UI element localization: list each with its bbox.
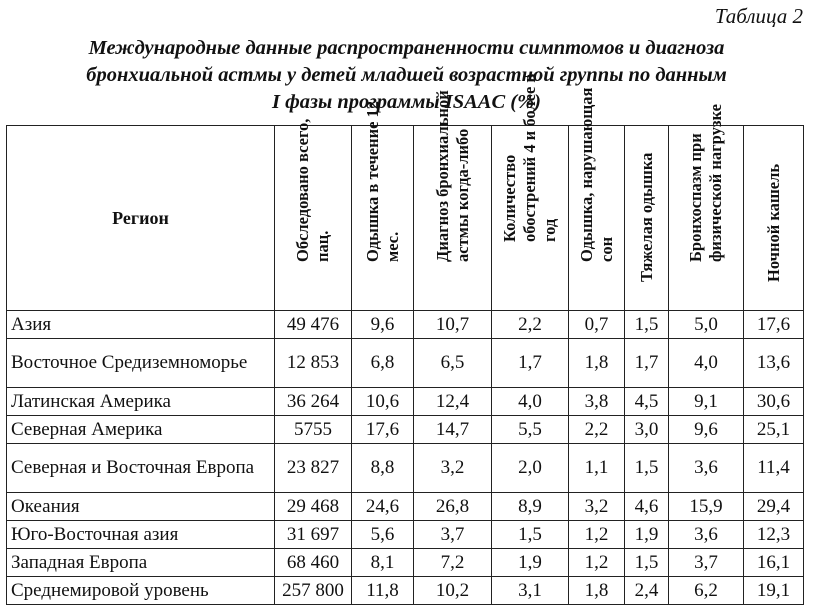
header-column xyxy=(275,118,352,311)
value-cell: 12 853 xyxy=(275,339,352,388)
header-region: Регион xyxy=(7,126,275,311)
header-column xyxy=(625,126,669,311)
header-text: Бронхоспазм при физической нагрузке xyxy=(686,104,725,262)
value-cell: 3,7 xyxy=(414,521,492,549)
header-row xyxy=(7,126,804,311)
region-cell: Северная Америка xyxy=(7,416,275,444)
value-cell: 10,2 xyxy=(414,577,492,605)
table-row xyxy=(7,444,804,493)
value-cell: 3,1 xyxy=(492,577,569,605)
header-text: Ночной кашель xyxy=(763,163,783,282)
value-cell: 1,5 xyxy=(625,311,669,339)
table-row xyxy=(7,311,804,339)
value-cell: 3,6 xyxy=(669,444,744,493)
value-cell: 6,8 xyxy=(352,339,414,388)
value-cell: 257 800 xyxy=(275,577,352,605)
value-cell: 9,6 xyxy=(352,311,414,339)
value-cell: 1,8 xyxy=(569,339,625,388)
value-cell: 0,7 xyxy=(569,311,625,339)
value-cell: 1,2 xyxy=(569,549,625,577)
table-row xyxy=(7,339,804,388)
header-text: Обследовано всего, пац. xyxy=(293,118,332,262)
table-row xyxy=(7,493,804,521)
table-row xyxy=(7,577,804,605)
table-row xyxy=(7,388,804,416)
region-cell: Океания xyxy=(7,493,275,521)
value-cell: 4,0 xyxy=(669,339,744,388)
value-cell: 17,6 xyxy=(744,311,804,339)
table-row xyxy=(7,521,804,549)
value-cell: 2,2 xyxy=(569,416,625,444)
value-cell: 3,6 xyxy=(669,521,744,549)
value-cell: 3,2 xyxy=(414,444,492,493)
value-cell: 12,4 xyxy=(414,388,492,416)
header-column xyxy=(352,100,414,311)
value-cell: 16,1 xyxy=(744,549,804,577)
value-cell: 25,1 xyxy=(744,416,804,444)
value-cell: 3,8 xyxy=(569,388,625,416)
value-cell: 30,6 xyxy=(744,388,804,416)
value-cell: 9,6 xyxy=(669,416,744,444)
header-column xyxy=(569,87,625,311)
value-cell: 8,9 xyxy=(492,493,569,521)
region-cell: Азия xyxy=(7,311,275,339)
value-cell: 8,8 xyxy=(352,444,414,493)
value-cell: 31 697 xyxy=(275,521,352,549)
header-column xyxy=(744,126,804,311)
region-cell: Западная Европа xyxy=(7,549,275,577)
value-cell: 2,2 xyxy=(492,311,569,339)
region-cell: Восточное Средиземноморье xyxy=(7,339,275,388)
value-cell: 1,2 xyxy=(569,521,625,549)
value-cell: 12,3 xyxy=(744,521,804,549)
value-cell: 49 476 xyxy=(275,311,352,339)
value-cell: 1,8 xyxy=(569,577,625,605)
table-row xyxy=(7,549,804,577)
value-cell: 10,6 xyxy=(352,388,414,416)
header-text: Одышка в течение 12 мес. xyxy=(362,100,402,262)
value-cell: 9,1 xyxy=(669,388,744,416)
value-cell: 15,9 xyxy=(669,493,744,521)
value-cell: 26,8 xyxy=(414,493,492,521)
region-cell: Латинская Америка xyxy=(7,388,275,416)
value-cell: 3,2 xyxy=(569,493,625,521)
header-text: Тяжелая одышка xyxy=(636,152,656,282)
value-cell: 1,7 xyxy=(492,339,569,388)
value-cell: 1,9 xyxy=(625,521,669,549)
value-cell: 14,7 xyxy=(414,416,492,444)
value-cell: 3,7 xyxy=(669,549,744,577)
header-text: Одышка, нарушающая сон xyxy=(576,87,616,262)
value-cell: 5,6 xyxy=(352,521,414,549)
value-cell: 5755 xyxy=(275,416,352,444)
value-cell: 6,2 xyxy=(669,577,744,605)
value-cell: 1,1 xyxy=(569,444,625,493)
value-cell: 11,8 xyxy=(352,577,414,605)
value-cell: 5,0 xyxy=(669,311,744,339)
value-cell: 3,0 xyxy=(625,416,669,444)
value-cell: 29,4 xyxy=(744,493,804,521)
region-cell: Северная и Восточная Европа xyxy=(7,444,275,493)
header-text: Количество обострений 4 и более в год xyxy=(500,73,559,242)
value-cell: 4,6 xyxy=(625,493,669,521)
table-body xyxy=(7,311,804,605)
value-cell: 29 468 xyxy=(275,493,352,521)
value-cell: 6,5 xyxy=(414,339,492,388)
header-column xyxy=(492,73,569,311)
value-cell: 4,0 xyxy=(492,388,569,416)
table-label: Таблица 2 xyxy=(714,4,803,28)
value-cell: 2,4 xyxy=(625,577,669,605)
value-cell: 1,5 xyxy=(625,549,669,577)
region-cell: Среднемировой уровень xyxy=(7,577,275,605)
value-cell: 17,6 xyxy=(352,416,414,444)
value-cell: 68 460 xyxy=(275,549,352,577)
header-column xyxy=(414,90,492,311)
value-cell: 1,9 xyxy=(492,549,569,577)
value-cell: 13,6 xyxy=(744,339,804,388)
value-cell: 36 264 xyxy=(275,388,352,416)
value-cell: 11,4 xyxy=(744,444,804,493)
value-cell: 10,7 xyxy=(414,311,492,339)
region-cell: Юго-Восточная азия xyxy=(7,521,275,549)
value-cell: 8,1 xyxy=(352,549,414,577)
title-line: бронхиальной астмы у детей младшей возрастной группы по данным xyxy=(86,64,727,86)
header-text: Диагноз бронхиальной астмы когда-либо xyxy=(432,90,472,262)
value-cell: 4,5 xyxy=(625,388,669,416)
title-line: Международные данные распространенности симптомов и диагноза xyxy=(88,37,725,59)
table-row xyxy=(7,416,804,444)
value-cell: 5,5 xyxy=(492,416,569,444)
value-cell: 1,7 xyxy=(625,339,669,388)
value-cell: 7,2 xyxy=(414,549,492,577)
value-cell: 1,5 xyxy=(492,521,569,549)
header-column xyxy=(669,104,744,311)
value-cell: 1,5 xyxy=(625,444,669,493)
title-line: I фазы программы ISAAC (%) xyxy=(271,91,542,113)
value-cell: 2,0 xyxy=(492,444,569,493)
value-cell: 19,1 xyxy=(744,577,804,605)
value-cell: 24,6 xyxy=(352,493,414,521)
value-cell: 23 827 xyxy=(275,444,352,493)
